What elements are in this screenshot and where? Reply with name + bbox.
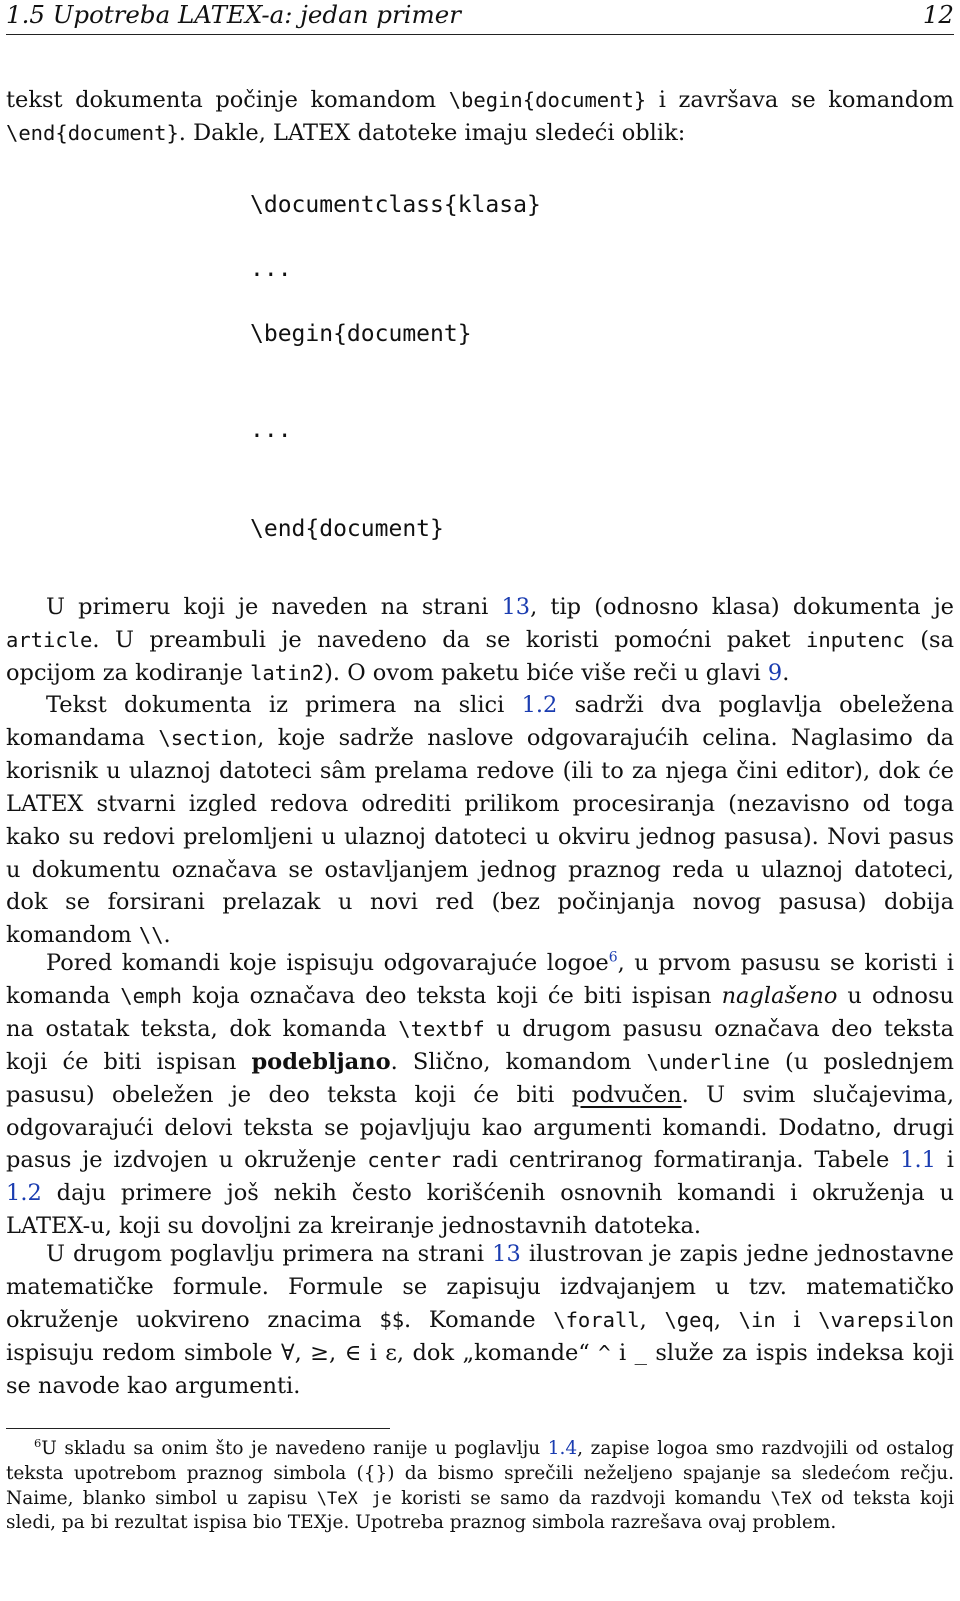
inline-code: \in — [738, 1307, 776, 1332]
page-ref-link[interactable]: 13 — [501, 594, 531, 620]
inline-code: \underline — [646, 1049, 770, 1074]
code-line: ... — [250, 256, 292, 282]
inline-code: \end{document} — [6, 120, 179, 145]
bold-text: podebljano — [251, 1048, 391, 1075]
inline-code: \emph — [120, 983, 182, 1008]
footnote-mark: 6 — [34, 1435, 42, 1450]
code-line: \begin{document} — [250, 321, 472, 347]
table-ref-link[interactable]: 1.1 — [900, 1147, 936, 1174]
inline-code: \TeX — [770, 1488, 812, 1509]
underlined-text: podvučen — [571, 1081, 682, 1108]
paragraph-2: Tekst dokumenta iz primera na slici 1.2 sadrži dva poglavlja obeležena komandama \section, koje sadrže naslove odgovarajućih celina. Naglasimo da korisnik u ulaznoj datoteci sâm prelama redove (ili to za njega čini editor), dok će LATEX stvarni izgled redova odrediti prilikom procesiranja (nezavisno od toga kako su redovi prelomljeni u ulaznoj datoteci u okviru jednog pasusa). Novi pasus u dokumentu označava se ostavljanjem jednog praznog reda u ulaznoj datoteci, dok se forsirani prelazak u novi red (bez počinjanja novog pasusa) dobija komandom \\. — [6, 692, 955, 949]
running-header — [6, 0, 954, 35]
inline-code: article — [6, 627, 93, 652]
inline-code: ^ — [598, 1340, 611, 1365]
table-ref-link[interactable]: 1.2 — [6, 1180, 42, 1207]
inline-code: \varepsilon — [818, 1307, 954, 1332]
chapter-ref-link[interactable]: 9 — [767, 659, 783, 686]
figure-ref-link[interactable]: 1.2 — [521, 692, 558, 718]
inline-code: center — [367, 1148, 442, 1173]
inline-code: \begin{document} — [448, 88, 647, 112]
inline-code: \textbf — [398, 1016, 485, 1041]
inline-code: \forall — [553, 1307, 640, 1332]
emphasized-text: naglašeno — [721, 982, 838, 1009]
inline-code: \\ — [138, 923, 164, 948]
intro-paragraph: tekst dokumenta počinje komandom \begin{document} i završava se komandom \end{document}. Dakle, LATEX datoteke imaju sledeći oblik: — [6, 87, 954, 146]
page-ref-link[interactable]: 13 — [492, 1241, 521, 1267]
code-line: \documentclass{klasa} — [250, 192, 541, 218]
page-number: 12 — [922, 0, 954, 29]
inline-code: _ — [634, 1340, 647, 1365]
inline-code: latin2 — [250, 660, 325, 685]
code-line: \end{document} — [250, 516, 444, 542]
section-title: 1.5 Upotreba LATEX-a: jedan primer — [6, 0, 461, 29]
code-line: ... — [250, 417, 292, 443]
inline-code: \TeX je — [316, 1488, 392, 1509]
footnote: $^6$U skladu sa onim što je navedeno ranije u poglavlju 1.4, zapise logoa smo razdvojili od ostalog teksta upotrebom praznog simbola ({}) da bismo sprečili neželjeno spajanje sa sledećom rečju. Naime, blanko simbol u zapisu \TeX je koristi se samo da razdvoji komandu \TeX od teksta koji sledi, pa bi rezultat ispisa bio TEXje. Upotreba praznog simbola razrešava ovaj problem. — [6, 1435, 954, 1534]
footnote-ref[interactable]: 6 — [608, 949, 618, 966]
inline-code: \section — [158, 725, 258, 750]
inline-code: \geq — [664, 1307, 714, 1332]
section-ref-link[interactable]: 1.4 — [547, 1438, 578, 1459]
paragraph-3: Pored komandi koje ispisuju odgovarajuće logoe$^6$, u prvom pasusu se koristi i komanda \emph koja označava deo teksta koji će biti ispisan naglašeno u odnosu na ostatak teksta, dok komanda \textbf u drugom pasusu označava deo teksta koji će biti ispisan podebljano. Slično, komandom \underline (u poslednjem pasusu) obeležen je deo teksta koji će biti podvučen. U svim slučajevima, odgovarajući delovi teksta se pojavljuju kao argumenti komandi. Dodatno, drugi pasus je izdvojen u okruženje center radi centriranog formatiranja. Tabele 1.1 i 1.2 daju primere još nekih često korišćenih osnovnih komandi i okruženja u LATEX-u, koji su dovoljni za kreiranje jednostavnih datoteka. — [6, 949, 955, 1240]
footnote-rule — [6, 1428, 390, 1429]
paragraph-1: U primeru koji je naveden na strani 13, tip (odnosno klasa) dokumenta je article. U preambuli je navedeno da se koristi pomoćni paket inputenc (sa opcijom za kodiranje latin2). O ovom paketu biće više reči u glavi 9. — [6, 594, 954, 686]
inline-code: inputenc — [806, 627, 905, 652]
paragraph-4: U drugom poglavlju primera na strani 13 ilustrovan je zapis jedne jednostavne matematičke formule. Formule se zapisuju izdvajanjem u tzv. matematičko okruženje uokvireno znacima $$. Komande \forall, \geq, \in i \varepsilon ispisuju redom simbole ∀, ≥, ∈ i ε, dok „komande“ ^ i _ služe za ispis indeksa koji se navode kao argumenti. — [6, 1241, 954, 1399]
inline-code: $$ — [379, 1307, 405, 1332]
